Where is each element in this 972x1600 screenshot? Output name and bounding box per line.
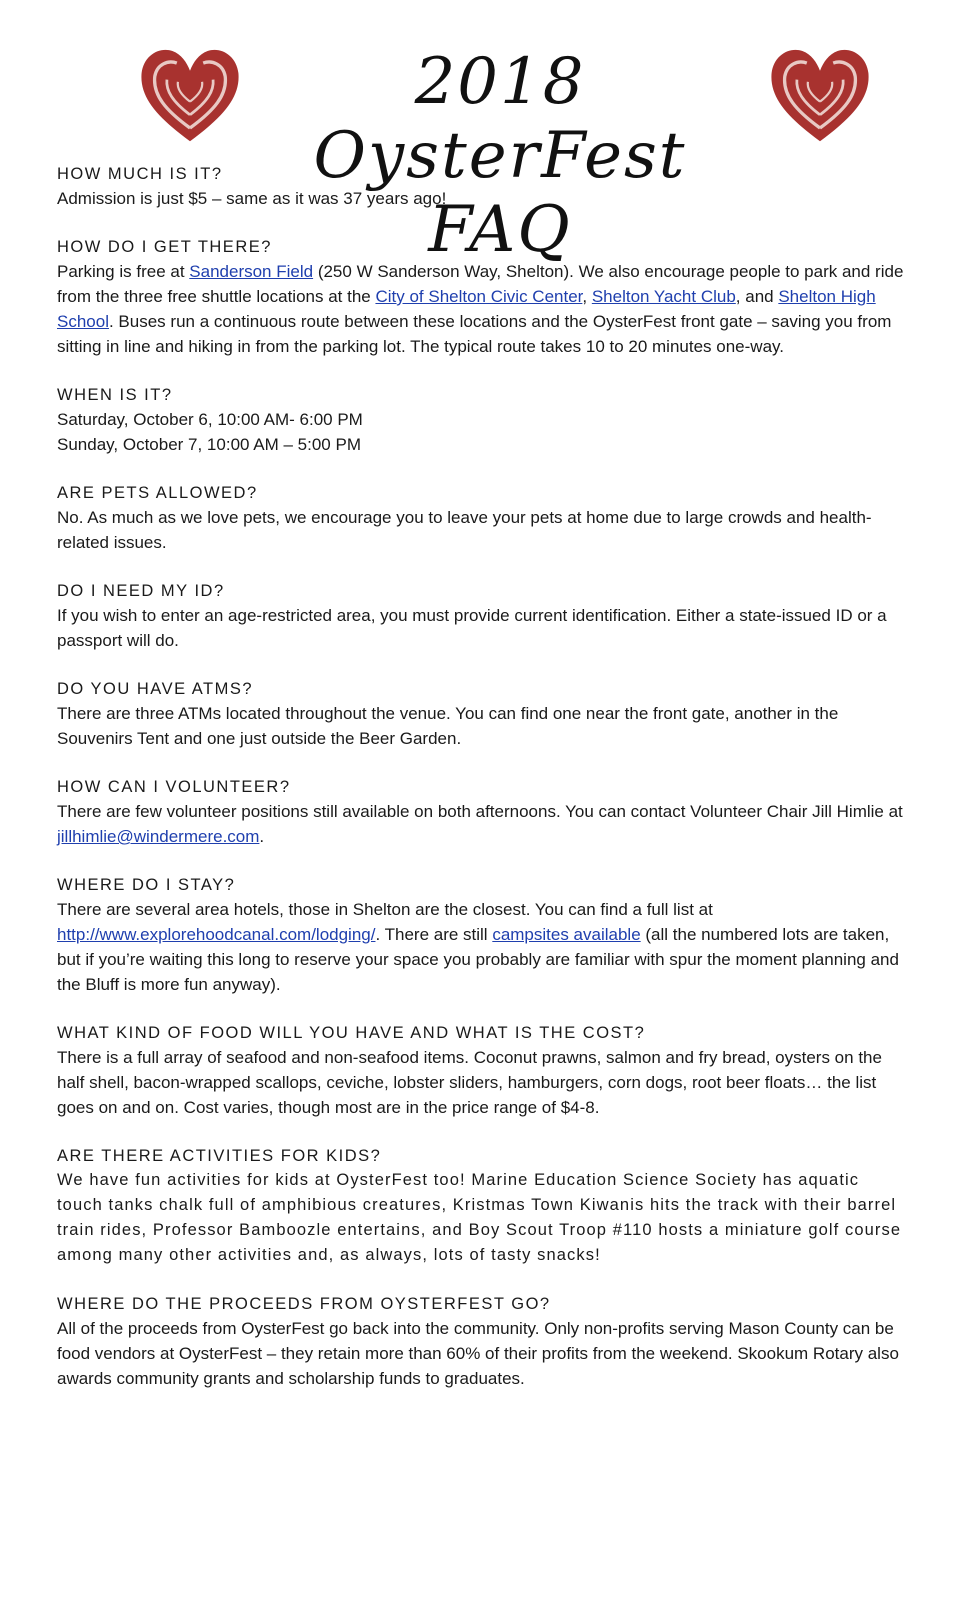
faq-item-id	[57, 579, 907, 653]
faq-item-directions	[57, 235, 907, 359]
campsites-link[interactable]: campsites available	[492, 925, 641, 944]
faq-answer: There are several area hotels, those in Shelton are the closest. You can find a full list at http://www.explorehoodcanal.com/lodging/. There are still campsites available (all the numbered lots are taken, but if you’re waiting this long to reserve your space you probably are familiar with spur the moment planning and the Bluff is more fun anyway).	[57, 900, 899, 994]
faq-answer: If you wish to enter an age-restricted area, you must provide current identification. Either a state-issued ID or a passport will do.	[57, 606, 887, 650]
faq-question: WHEN IS IT?	[57, 386, 173, 404]
faq-question: ARE THERE ACTIVITIES FOR KIDS?	[57, 1147, 382, 1165]
faq-question: WHERE DO I STAY?	[57, 876, 236, 894]
page-title: 2018 OysterFest FAQ	[313, 45, 687, 267]
faq-question: ARE PETS ALLOWED?	[57, 484, 258, 502]
faq-answer: There is a full array of seafood and non-seafood items. Coconut prawns, salmon and fry bread, oysters on the half shell, bacon-wrapped scallops, ceviche, lobster sliders, hamburgers, corn dogs, root beer floats… the list goes on and on. Cost varies, though most are in the price range of $4-8.	[57, 1048, 882, 1117]
faq-question: HOW DO I GET THERE?	[57, 238, 272, 256]
faq-answer: No. As much as we love pets, we encourage you to leave your pets at home due to large crowds and health-related issues.	[57, 508, 872, 552]
faq-question: DO I NEED MY ID?	[57, 582, 225, 600]
faq-item-proceeds	[57, 1292, 907, 1391]
faq-item-kids	[57, 1144, 907, 1268]
faq-question: WHERE DO THE PROCEEDS FROM OYSTERFEST GO?	[57, 1295, 551, 1313]
faq-answer: Parking is free at Sanderson Field (250 W Sanderson Way, Shelton). We also encourage people to park and ride from the three free shuttle locations at the City of Shelton Civic Center, Shelton Yacht Club, and Shelton High School. Buses run a continuous route between these locations and the OysterFest front gate – saving you from sitting in line and hiking in from the parking lot. The typical route takes 10 to 20 minutes one-way.	[57, 262, 904, 356]
faq-item-schedule	[57, 383, 907, 457]
faq-answer: There are few volunteer positions still available on both afternoons. You can contact Volunteer Chair Jill Himlie at jillhimlie@windermere.com.	[57, 802, 903, 846]
faq-answer-sunday: Sunday, October 7, 10:00 AM – 5:00 PM	[57, 435, 361, 454]
faq-item-atms	[57, 677, 907, 751]
faq-item-volunteer	[57, 775, 907, 849]
faq-list	[57, 162, 907, 1415]
sanderson-field-link[interactable]: Sanderson Field	[189, 262, 314, 281]
high-school-link[interactable]: Shelton High School	[57, 287, 876, 331]
civic-center-link[interactable]: City of Shelton Civic Center	[375, 287, 583, 306]
faq-question: DO YOU HAVE ATMS?	[57, 680, 254, 698]
faq-item-pets	[57, 481, 907, 555]
yacht-club-link[interactable]: Shelton Yacht Club	[591, 287, 736, 306]
faq-answer: We have fun activities for kids at OysterFest too! Marine Education Science Society has aquatic touch tanks chalk full of amphibious creatures, Kristmas Town Kiwanis hits the track with their barrel train rides, Professor Bamboozle entertains, and Boy Scout Troop #110 hosts a miniature golf course among many other activities and, as always, lots of tasty snacks!	[57, 1171, 902, 1264]
lodging-link[interactable]: http://www.explorehoodcanal.com/lodging/	[57, 925, 376, 944]
faq-question: WHAT KIND OF FOOD WILL YOU HAVE AND WHAT IS THE COST?	[57, 1024, 646, 1042]
faq-question: HOW MUCH IS IT?	[57, 165, 223, 183]
faq-item-food	[57, 1021, 907, 1120]
faq-answer-saturday: Saturday, October 6, 10:00 AM- 6:00 PM	[57, 410, 363, 429]
volunteer-email-link[interactable]: jillhimlie@windermere.com	[57, 827, 260, 846]
faq-item-lodging	[57, 873, 907, 997]
faq-answer: Admission is just $5 – same as it was 37 years ago!	[57, 189, 447, 208]
oyster-heart-icon	[135, 40, 245, 150]
faq-item-cost	[57, 162, 907, 211]
faq-answer: All of the proceeds from OysterFest go back into the community. Only non-profits serving Mason County can be food vendors at OysterFest – they retain more than 60% of their profits from the weekend. Skookum Rotary also awards community grants and scholarship funds to graduates.	[57, 1319, 899, 1388]
faq-answer: There are three ATMs located throughout the venue. You can find one near the front gate, another in the Souvenirs Tent and one just outside the Beer Garden.	[57, 704, 839, 748]
oyster-heart-icon	[765, 40, 875, 150]
faq-question: HOW CAN I VOLUNTEER?	[57, 778, 291, 796]
